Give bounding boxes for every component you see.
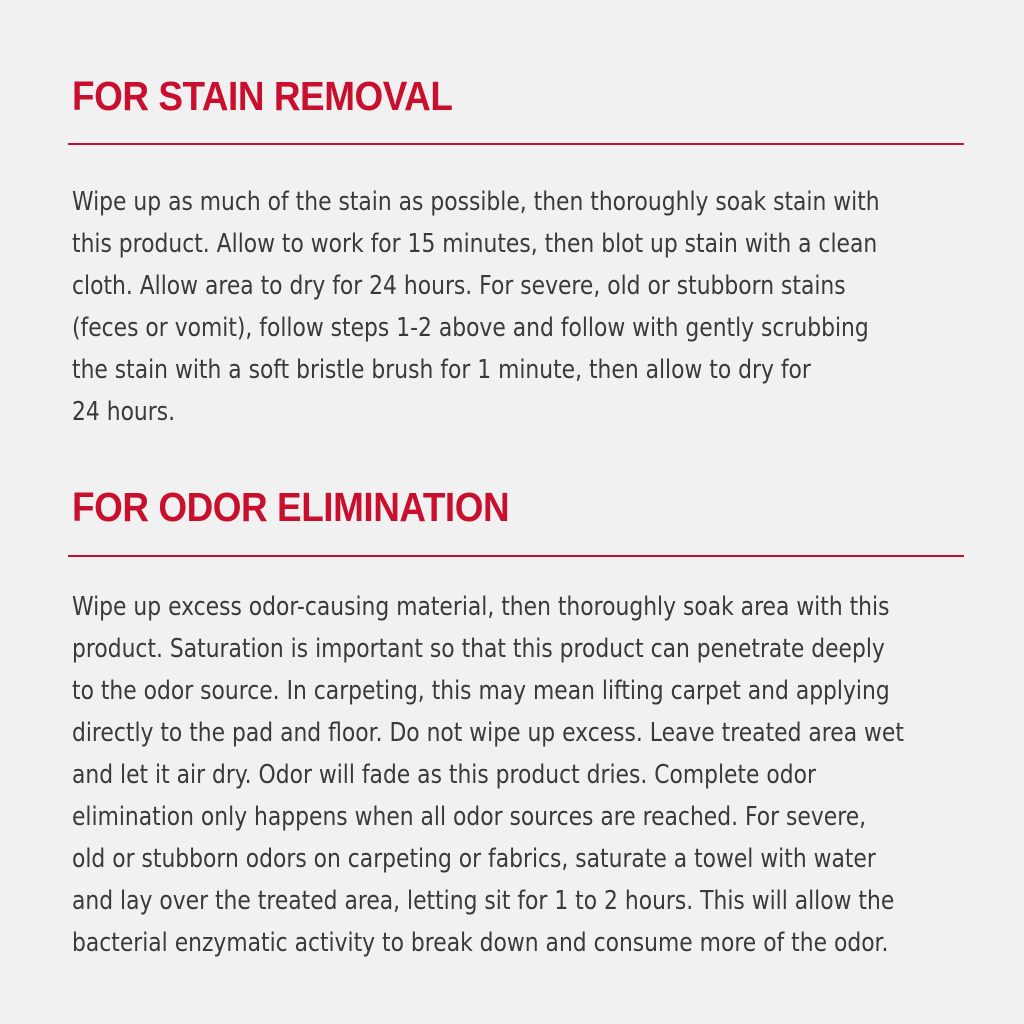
text-line: Wipe up excess odor-causing material, then thoroughly soak area with this: [72, 592, 890, 622]
text-line: this product. Allow to work for 15 minutes, then blot up stain with a clean: [72, 229, 878, 259]
text-line: product. Saturation is important so that this product can penetrate deeply: [72, 634, 885, 664]
text-line: and lay over the treated area, letting sit for 1 to 2 hours. This will allow the: [72, 886, 895, 916]
text-line: to the odor source. In carpeting, this may mean lifting carpet and applying: [72, 676, 890, 706]
text-line: cloth. Allow area to dry for 24 hours. For severe, old or stubborn stains: [72, 271, 846, 301]
text-line: Wipe up as much of the stain as possible, then thoroughly soak stain with: [72, 187, 880, 217]
text-line: old or stubborn odors on carpeting or fabrics, saturate a towel with water: [72, 844, 876, 874]
stain-removal-instructions: [72, 181, 972, 433]
text-line: directly to the pad and floor. Do not wipe up excess. Leave treated area wet: [72, 718, 904, 748]
text-line: 24 hours.: [72, 397, 176, 427]
odor-elimination-instructions: [72, 586, 972, 964]
text-line: elimination only happens when all odor sources are reached. For severe,: [72, 802, 867, 832]
text-line: bacterial enzymatic activity to break down and consume more of the odor.: [72, 928, 889, 958]
odor-elimination-heading: FOR ODOR ELIMINATION: [72, 484, 510, 530]
text-line: the stain with a soft bristle brush for 1 minute, then allow to dry for: [72, 355, 811, 385]
stain-removal-divider: [68, 143, 964, 145]
stain-removal-heading: FOR STAIN REMOVAL: [72, 73, 453, 119]
text-line: (feces or vomit), follow steps 1-2 above and follow with gently scrubbing: [72, 313, 869, 343]
text-line: and let it air dry. Odor will fade as this product dries. Complete odor: [72, 760, 817, 790]
odor-elimination-divider: [68, 555, 964, 557]
